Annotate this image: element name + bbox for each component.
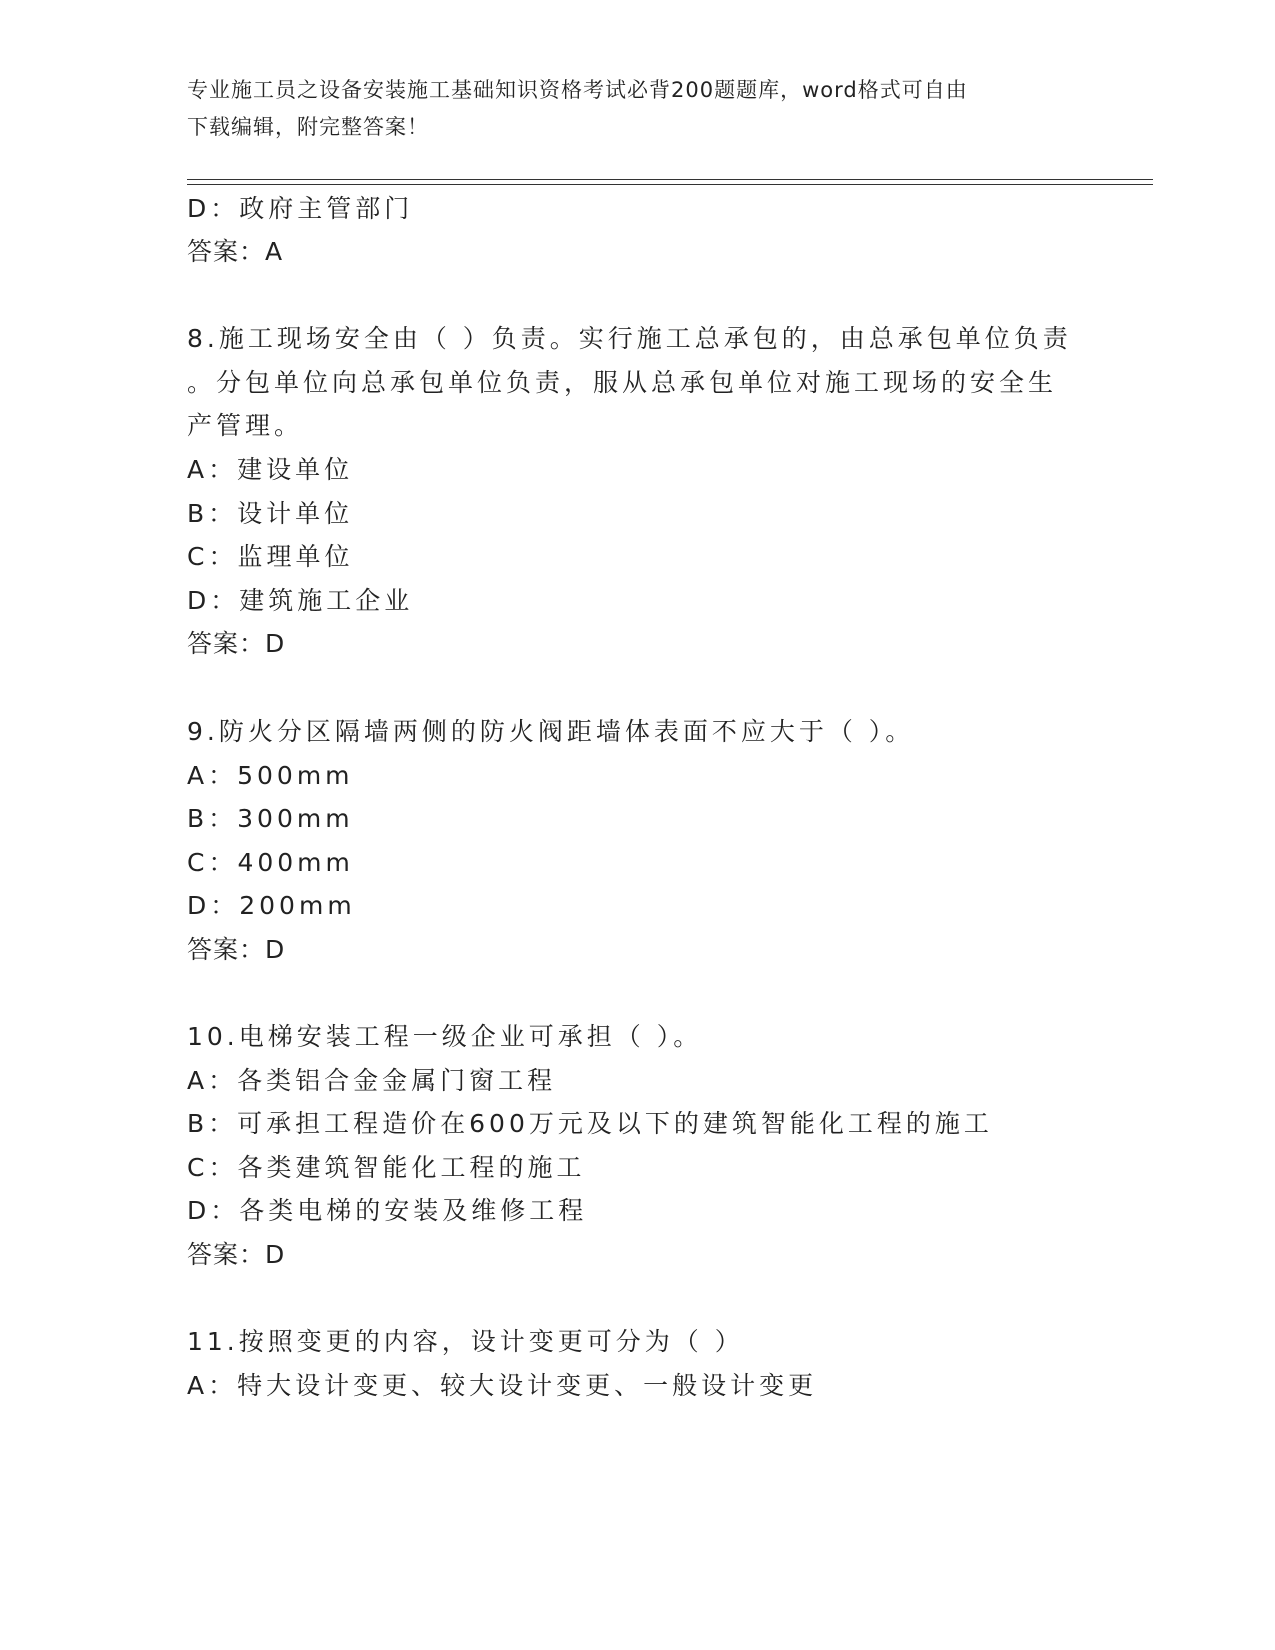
q10-option-c: C：各类建筑智能化工程的施工 [187,1153,586,1182]
prev-option-d: D：政府主管部门 [187,194,414,223]
prev-answer: 答案：A [187,237,284,266]
q8-option-c: C：监理单位 [187,542,354,571]
q8-answer: 答案：D [187,629,286,658]
q11-option-a: A：特大设计变更、较大设计变更、一般设计变更 [187,1371,818,1400]
header-title-line-1: 专业施工员之设备安装施工基础知识资格考试必背200题题库，word格式可自由 [187,78,968,102]
q9-option-c: C：400mm [187,848,354,877]
q9-answer: 答案：D [187,935,286,964]
q10-option-d: D：各类电梯的安装及维修工程 [187,1196,588,1225]
q8-stem-line-3: 产管理。 [187,411,304,440]
q10-answer: 答案：D [187,1240,286,1269]
q10-option-a: A：各类铝合金金属门窗工程 [187,1066,557,1095]
q8-option-d: D：建筑施工企业 [187,586,414,615]
header-divider-top [187,179,1153,180]
q8-stem-line-1: 8.施工现场安全由（ ）负责。实行施工总承包的，由总承包单位负责 [187,324,1072,353]
q8-option-a: A：建设单位 [187,455,354,484]
q10-option-b: B：可承担工程造价在600万元及以下的建筑智能化工程的施工 [187,1109,993,1138]
q9-option-b: B：300mm [187,804,354,833]
q8-option-b: B：设计单位 [187,499,354,528]
q8-stem-line-2: 。分包单位向总承包单位负责，服从总承包单位对施工现场的安全生 [187,368,1058,397]
document-header [187,72,1067,146]
q9-stem: 9.防火分区隔墙两侧的防火阀距墙体表面不应大于（ ）。 [187,717,915,746]
q9-option-a: A：500mm [187,761,354,790]
header-title-line-2: 下载编辑，附完整答案！ [187,115,429,139]
header-divider-bottom [187,184,1153,185]
q10-stem: 10.电梯安装工程一级企业可承担（ ）。 [187,1022,703,1051]
q9-option-d: D：200mm [187,891,356,920]
q11-stem: 11.按照变更的内容，设计变更可分为（ ） [187,1327,744,1356]
